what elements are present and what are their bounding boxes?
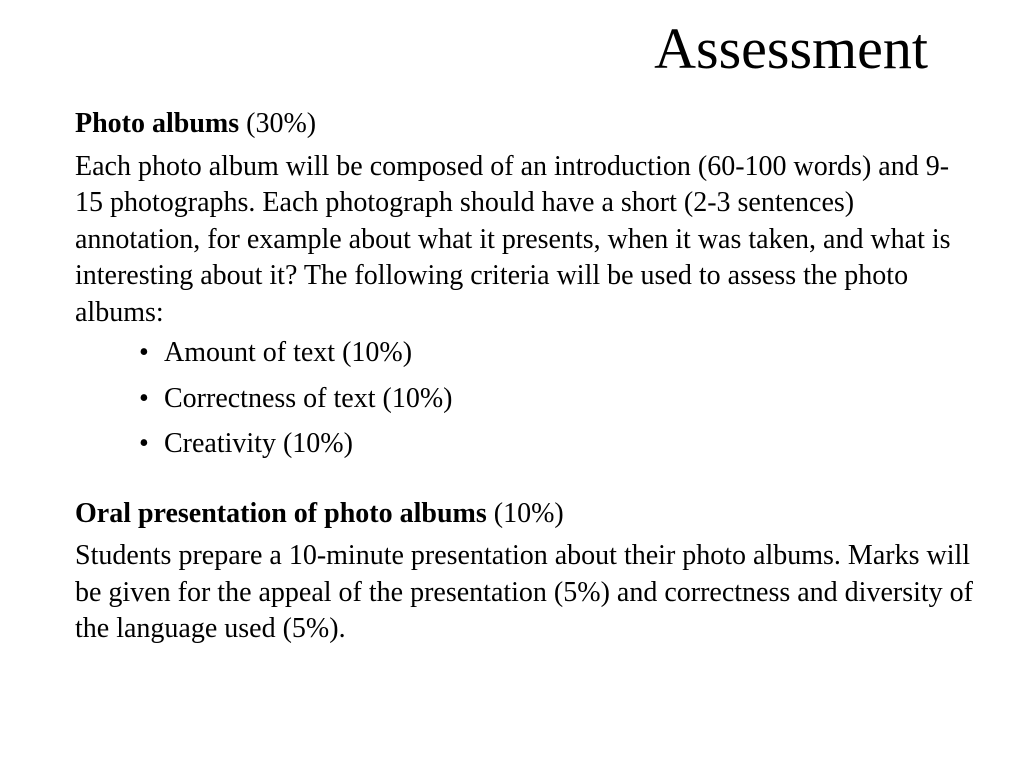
- criteria-item: [139, 426, 975, 463]
- bullet-icon: •: [139, 428, 149, 459]
- section-heading-weight: (10%): [486, 497, 564, 529]
- section-oral-presentation: [75, 496, 975, 648]
- section-heading-title: Oral presentation of photo albums: [75, 497, 487, 529]
- criteria-list: [75, 335, 975, 463]
- section-body: Each photo album will be composed of an introduction (60-100 words) and 9-15 photographs. Each photograph should have a short (2-3 sentences) annotation, for example about what it presents, when it was taken, and what is interesting about it? The following criteria will be used to assess the photo albums:: [75, 150, 951, 328]
- slide-title: Assessment: [654, 16, 928, 81]
- section-heading-weight: (30%): [239, 108, 317, 139]
- section-body: Students prepare a 10-minute presentation about their photo albums. Marks will be given for the appeal of the presentation (5%) and correctness and diversity of the language used (5%).: [75, 540, 973, 644]
- criteria-item: [139, 381, 975, 418]
- slide-content: [75, 106, 975, 648]
- bullet-icon: •: [139, 337, 149, 368]
- section-heading: [75, 496, 975, 533]
- section-heading-title: Photo albums: [75, 108, 240, 139]
- criteria-item: [139, 335, 975, 372]
- criteria-label: Amount of text (10%): [164, 337, 413, 368]
- criteria-label: Correctness of text (10%): [164, 382, 453, 414]
- criteria-label: Creativity (10%): [164, 428, 353, 459]
- bullet-icon: •: [139, 382, 149, 414]
- section-heading: [75, 106, 975, 143]
- section-photo-albums: [75, 106, 975, 463]
